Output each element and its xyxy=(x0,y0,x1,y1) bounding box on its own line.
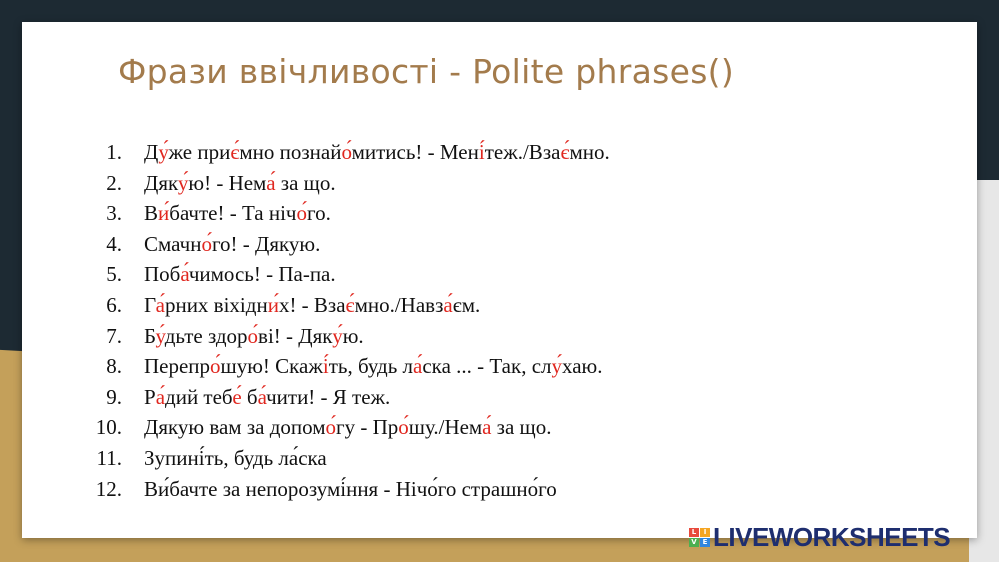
phrase-number: 5. xyxy=(106,262,122,287)
logo-icon-letter: V xyxy=(689,538,699,547)
stressed-vowel: у́ xyxy=(332,323,343,348)
phrase-fragment: ю. xyxy=(342,323,364,348)
phrase-fragment: мно познай xyxy=(239,140,342,164)
phrase-number: 12. xyxy=(95,476,122,501)
phrase-fragment: Дякую вам за допом xyxy=(144,415,326,440)
phrase-number: 1. xyxy=(106,140,122,164)
stressed-vowel: а́ xyxy=(443,292,453,317)
phrase-item xyxy=(78,137,610,168)
stressed-vowel: є́ xyxy=(345,292,355,317)
stressed-vowel: а́ xyxy=(155,292,165,317)
phrase-fragment: же при xyxy=(168,140,231,164)
phrase-fragment: митись! - Мен xyxy=(351,140,479,164)
stressed-vowel: а́ xyxy=(482,415,492,440)
phrase-fragment: Дяк xyxy=(144,170,178,195)
stressed-vowel: а́ xyxy=(180,262,189,287)
phrase-fragment: мно./Навз xyxy=(354,292,444,317)
phrase-fragment: бачте! - Та ніч xyxy=(169,201,297,226)
phrase-item xyxy=(78,474,610,505)
phrase-number: 11. xyxy=(96,445,122,470)
stressed-vowel: а́ xyxy=(266,170,276,195)
phrase-item xyxy=(78,229,610,260)
phrase-fragment: рних віхідн xyxy=(164,292,268,317)
logo-icon-letter: L xyxy=(689,528,699,537)
slide-title: Фрази ввічливості - Polite phrases() xyxy=(117,52,735,91)
phrase-text xyxy=(144,198,331,229)
stressed-vowel: о́ xyxy=(296,201,307,226)
phrase-text xyxy=(144,259,336,290)
phrase-text xyxy=(144,382,390,413)
phrase-number: 6. xyxy=(106,292,122,317)
phrase-fragment: Поб xyxy=(144,262,181,287)
stressed-vowel: о́ xyxy=(201,231,212,256)
phrase-text xyxy=(144,137,610,168)
phrase-fragment: єм. xyxy=(452,292,481,317)
slide xyxy=(22,22,977,538)
phrase-fragment: б xyxy=(241,384,258,409)
phrase-fragment: за що. xyxy=(275,170,336,195)
phrase-fragment: шую! Скаж xyxy=(220,354,323,379)
phrase-item xyxy=(78,351,610,382)
phrase-fragment: х! - Вза xyxy=(278,292,346,317)
stressed-vowel: є́ xyxy=(560,140,570,164)
phrase-text xyxy=(144,443,327,474)
phrase-fragment: ть, будь л xyxy=(328,354,414,379)
phrase-number: 8. xyxy=(106,354,122,379)
stressed-vowel: и́ xyxy=(267,292,279,317)
phrase-fragment: хаю. xyxy=(562,354,603,379)
stressed-vowel: і́ xyxy=(322,354,329,379)
phrase-item xyxy=(78,443,610,474)
stressed-vowel: и́ xyxy=(158,201,170,226)
phrase-fragment: за що. xyxy=(491,415,552,440)
stressed-vowel: о́ xyxy=(247,323,259,348)
logo-text: LIVEWORKSHEETS xyxy=(713,521,951,552)
phrase-number: 2. xyxy=(106,170,122,195)
phrase-fragment: чимось! - Па-па. xyxy=(188,262,336,287)
phrase-fragment: дий теб xyxy=(165,384,233,409)
stressed-vowel: а́ xyxy=(413,354,423,379)
phrase-fragment: го. xyxy=(307,201,331,226)
phrase-fragment: го! - Дякую. xyxy=(211,231,321,256)
logo-icon-letter: E xyxy=(700,538,710,547)
phrase-text xyxy=(144,168,336,199)
phrase-fragment: теж./Вза xyxy=(484,140,561,164)
liveworksheets-logo-icon xyxy=(689,528,710,547)
phrase-number: 4. xyxy=(106,231,122,256)
phrase-fragment: ві! - Дяк xyxy=(258,323,333,348)
phrase-fragment: Б xyxy=(144,323,156,348)
stressed-vowel: е́ xyxy=(232,384,242,409)
phrase-fragment: Д xyxy=(144,140,159,164)
stressed-vowel: у́ xyxy=(177,170,189,195)
phrase-fragment: В xyxy=(144,201,159,226)
logo-icon-letter: I xyxy=(700,528,710,537)
phrase-text xyxy=(144,351,603,382)
phrase-fragment: ска ... - Так, сл xyxy=(422,354,552,379)
phrase-fragment: Г xyxy=(144,292,156,317)
stressed-vowel: о́ xyxy=(325,415,337,440)
stressed-vowel: о́ xyxy=(398,415,409,440)
phrase-number: 10. xyxy=(95,415,122,440)
phrase-fragment: шу./Нем xyxy=(408,415,483,440)
phrase-fragment: Перепр xyxy=(144,354,211,379)
stressed-vowel: у́ xyxy=(551,354,563,379)
stressed-vowel: а́ xyxy=(257,384,267,409)
stressed-vowel: у́ xyxy=(155,323,165,348)
phrase-text xyxy=(144,290,480,321)
stressed-vowel: є́ xyxy=(230,140,240,164)
phrase-fragment: ю! - Нем xyxy=(188,170,267,195)
phrase-number: 3. xyxy=(106,201,122,226)
phrase-fragment: чити! - Я теж. xyxy=(266,384,391,409)
stressed-vowel: у́ xyxy=(158,140,169,164)
phrase-item xyxy=(78,259,610,290)
phrase-fragment: Р xyxy=(144,384,156,409)
phrase-item xyxy=(78,198,610,229)
phrase-text xyxy=(144,474,557,505)
phrase-fragment: Ви́бачте за непорозумі́ння - Нічо́го страшно́го xyxy=(144,476,557,501)
stressed-vowel: а́ xyxy=(155,384,166,409)
phrase-text xyxy=(144,229,320,260)
phrase-fragment: Зупині́ть, будь ла́ска xyxy=(144,445,327,470)
phrase-number: 7. xyxy=(106,323,122,348)
stressed-vowel: о́ xyxy=(210,354,221,379)
phrase-text xyxy=(144,321,364,352)
phrase-fragment: Смачн xyxy=(144,231,202,256)
phrase-item xyxy=(78,412,610,443)
stressed-vowel: о́ xyxy=(341,140,352,164)
phrase-item xyxy=(78,321,610,352)
liveworksheets-logo xyxy=(689,522,950,552)
stressed-vowel: і́ xyxy=(478,140,485,164)
phrase-number: 9. xyxy=(106,384,122,409)
phrase-list xyxy=(78,137,610,504)
phrase-item xyxy=(78,382,610,413)
phrase-item xyxy=(78,290,610,321)
phrase-item xyxy=(78,168,610,199)
phrase-fragment: гу - Пр xyxy=(336,415,399,440)
phrase-fragment: дьте здор xyxy=(164,323,248,348)
phrase-fragment: мно. xyxy=(569,140,610,164)
phrase-text xyxy=(144,412,551,443)
